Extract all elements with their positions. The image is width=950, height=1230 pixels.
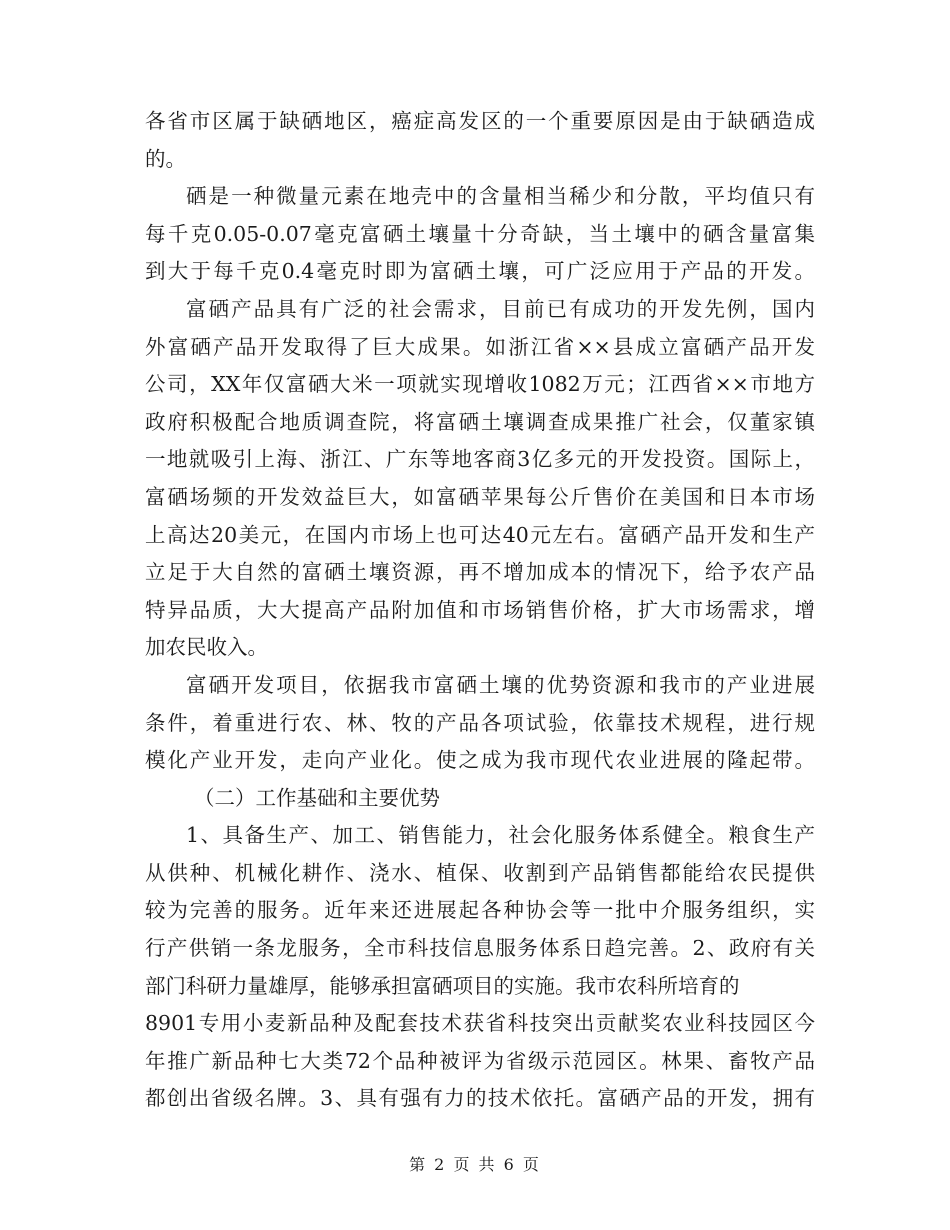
body-text: [145, 103, 815, 1118]
text-line: 8901专用小麦新品种及配套技术获省科技突出贡献奖农业科技园区今: [145, 1011, 815, 1036]
text-line: 一地就吸引上海、浙江、广东等地客商3亿多元的开发投资。国际上，: [145, 447, 815, 472]
text-line: 部门科研力量雄厚，能够承担富硒项目的实施。我市农科所培育的: [145, 973, 740, 998]
text-line: 条件，着重进行农、林、牧的产品各项试验，依靠技术规程，进行规: [145, 710, 815, 735]
text-line: 模化产业开发，走向产业化。使之成为我市现代农业进展的隆起带。: [145, 748, 815, 773]
text-line: 富硒产品具有广泛的社会需求，目前已有成功的开发先例，国内: [186, 296, 815, 321]
text-line: 每千克0.05-0.07毫克富硒土壤量十分奇缺，当土壤中的硒含量富集: [145, 221, 815, 246]
text-line: 行产供销一条龙服务，全市科技信息服务体系日趋完善。2、政府有关: [145, 936, 815, 961]
page-footer: 第 2 页 共 6 页: [409, 1155, 541, 1174]
text-line: 特异品质，大大提高产品附加值和市场销售价格，扩大市场需求，增: [145, 597, 815, 622]
text-line: 立足于大自然的富硒土壤资源，再不增加成本的情况下，给予农产品: [145, 560, 815, 585]
text-line: 政府积极配合地质调查院，将富硒土壤调查成果推广社会，仅董家镇: [145, 409, 815, 434]
text-line: 到大于每千克0.4毫克时即为富硒土壤，可广泛应用于产品的开发。: [145, 259, 815, 284]
text-line: 加农民收入。: [145, 635, 268, 660]
text-line: 公司，XX年仅富硒大米一项就实现增收1082万元；江西省××市地方: [145, 372, 815, 397]
text-line: 外富硒产品开发取得了巨大成果。如浙江省××县成立富硒产品开发: [145, 334, 815, 359]
text-line: 较为完善的服务。近年来还进展起各种协会等一批中介服务组织，实: [145, 898, 815, 923]
text-line: 富硒场频的开发效益巨大，如富硒苹果每公斤售价在美国和日本市场: [145, 484, 815, 509]
text-line: 各省市区属于缺硒地区，癌症高发区的一个重要原因是由于缺硒造成: [145, 109, 815, 133]
text-line: 富硒开发项目，依据我市富硒土壤的优势资源和我市的产业进展: [186, 672, 815, 697]
text-line: 的。: [145, 146, 186, 171]
text-line: 1、具备生产、加工、销售能力，社会化服务体系健全。粮食生产: [186, 823, 815, 848]
text-line: 从供种、机械化耕作、浇水、植保、收割到产品销售都能给农民提供: [145, 860, 815, 885]
text-line: （二）工作基础和主要优势: [194, 785, 440, 810]
text-line: 上高达20美元，在国内市场上也可达40元左右。富硒产品开发和生产: [145, 522, 815, 547]
text-line: 年推广新品种七大类72个品种被评为省级示范园区。林果、畜牧产品: [145, 1048, 815, 1073]
text-line: 都创出省级名牌。3、具有强有力的技术依托。富硒产品的开发，拥有: [145, 1086, 815, 1111]
text-line: 硒是一种微量元素在地壳中的含量相当稀少和分散，平均值只有: [186, 184, 815, 209]
